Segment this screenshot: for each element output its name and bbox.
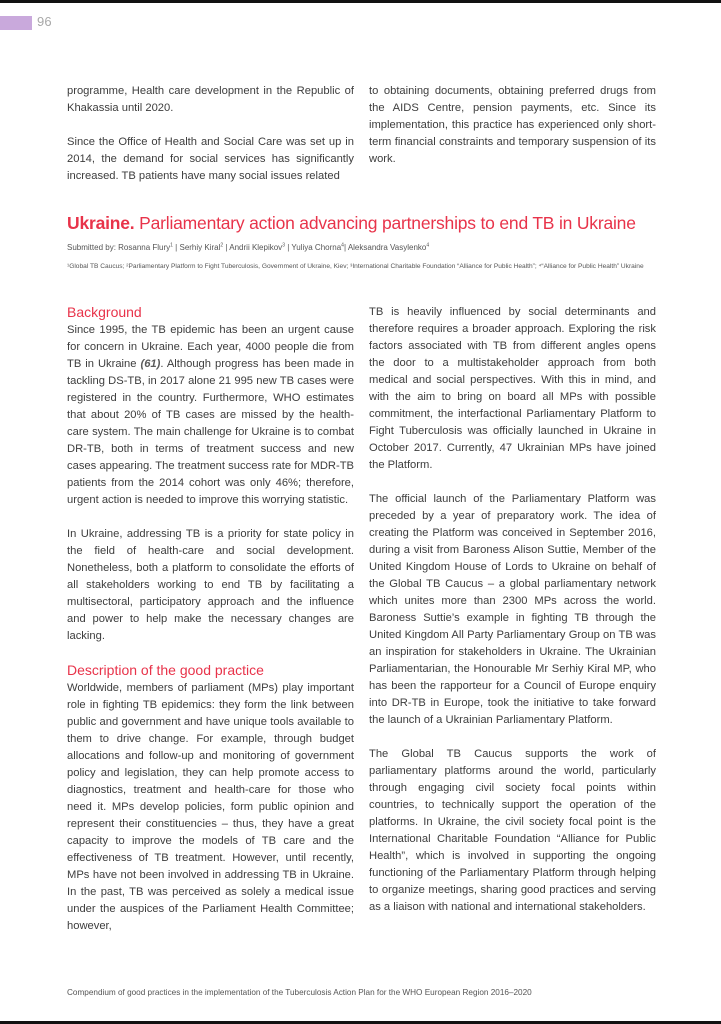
author: Yuliya Chorna	[291, 243, 342, 252]
affiliations: ¹Global TB Caucus; ²Parliamentary Platform to Fight Tuberculosis, Government of Ukraine, Kiev; ³International Charitable Foundation “Alliance for Public Health”; ⁴“Alliance for Public Health” Ukraine	[67, 263, 644, 270]
title-text: Parliamentary action advancing partnerships to end TB in Ukraine	[134, 213, 636, 233]
paragraph: The official launch of the Parliamentary Platform was preceded by a year of preparatory work. The idea of creating the Platform was conceived in September 2016, during a visit from Baroness Alison Suttie, Member of the United Kingdom House of Lords to Ukraine on behalf of the Global TB Caucus – a global parliamentary network which unites more than 2300 MPs across the world. Baroness Suttie’s example in fighting TB through the United Kingdom All Party Parliamentary Group on TB was an inspiration for stakeholders in Ukraine. The Ukrainian Parliamentarian, the Honourable Mr Serhiy Kiral MP, who has been the rapporteur for a Council of Europe enquiry into DR-TB in Europe, took the initiative to take forward the launch of a Ukrainian Parliamentary Platform.	[369, 493, 656, 726]
left-column	[67, 304, 354, 935]
article-header	[67, 212, 667, 272]
author: Andrii Klepikov	[229, 243, 283, 252]
paragraph: Worldwide, members of parliament (MPs) play important role in fighting TB epidemics: they form the link between public and government and have unique tools available to them to drive change. For example, through budget allocations and follow-up and monitoring of government policy and legislation, they can help promote access to diagnostics, treatment and health-care for those who need it. MPs develop policies, form public opinion and represent their constituencies – thus, they have a great capacity to improve the models of TB care and the effectiveness of TB treatment. However, until recently, MPs have not been involved in addressing TB in Ukraine. In the past, TB was perceived as solely a medical issue under the auspices of the Parliament Health Committee; however,	[67, 682, 354, 932]
paragraph	[67, 322, 354, 509]
author: Serhiy Kiral	[179, 243, 221, 252]
author: Rosanna Flury	[118, 243, 171, 252]
continued-text-right	[369, 83, 656, 168]
continued-text-left	[67, 83, 354, 185]
paragraph: TB is heavily influenced by social determinants and therefore requires a broader approach. Exploring the risk factors associated with TB from different angles opens the door to a multistakeholder approach from both medical and social perspectives. With this in mind, and with the aim to bring on board all MPs with possible commitment, the interfactional Parliamentary Platform to Fight Tuberculosis was officially launched in Ukraine in October 2017. Currently, 47 Ukrainian MPs have joined the Platform.	[369, 306, 656, 471]
right-column	[369, 304, 656, 916]
author-sup: 3	[282, 242, 285, 249]
author-sup: 2	[220, 242, 224, 249]
author: Aleksandra Vasylenko	[347, 243, 427, 252]
text: Since 1995, the TB epidemic has been an urgent cause for concern in Ukraine. Each year, 4000 people die from TB in Ukraine	[67, 324, 354, 370]
author-sup: 4	[341, 242, 344, 249]
author-sup: 1	[170, 242, 173, 249]
paragraph: The Global TB Caucus supports the work of parliamentary platforms around the world, particularly through engaging civil society focal points within countries, to technically support the operation of the platforms. In Ukraine, the civil society focal point is the International Charitable Foundation “Alliance for Public Health”, which is involved in supporting the ongoing functioning of the Parliamentary Platform through helping to organize meetings, sharing good practices and serving as a liaison with national and international stakeholders.	[369, 748, 656, 913]
page-number: 96	[37, 14, 52, 29]
paragraph: Since the Office of Health and Social Care was set up in 2014, the demand for social services has significantly increased. TB patients have many social issues related	[67, 136, 354, 182]
paragraph: to obtaining documents, obtaining preferred drugs from the AIDS Centre, pension payments, etc. Since its implementation, this practice has experienced only short-term financial constraints and temporary suspension of its work.	[369, 85, 656, 165]
page-tab-marker	[0, 16, 32, 30]
title-country: Ukraine.	[67, 213, 135, 233]
paragraph: In Ukraine, addressing TB is a priority for state policy in the field of health-care and social development. Nonetheless, both a platform to consolidate the efforts of all stakeholders working to end TB by facilitating a multisectoral, participatory approach and the influence and power to help make the necessary changes are lacking.	[67, 528, 354, 642]
top-border	[0, 0, 721, 3]
section-heading-description: Description of the good practice	[67, 662, 264, 678]
article-title	[67, 212, 667, 234]
author-sup: 4	[426, 242, 430, 249]
section-heading-background: Background	[67, 304, 142, 320]
submitted-label: Submitted by:	[67, 243, 119, 252]
running-footer: Compendium of good practices in the implementation of the Tuberculosis Action Plan for the WHO European Region 2016–2020	[67, 988, 532, 997]
text: . Although progress has been made in tackling DS-TB, in 2017 alone 21 995 new TB cases were registered in the country. Furthermore, WHO estimates that about 20% of TB cases are missed by the health-care system. The main challenge for Ukraine is to combat DR-TB, both in terms of treatment success and new cases appearing. The treatment success rate for MDR-TB patients from the 2014 cohort was only 46%; therefore, urgent action is needed to improve this worrying statistic.	[67, 358, 354, 506]
reference-link[interactable]: (61)	[140, 358, 161, 370]
submitted-by: Submitted by: Rosanna Flury$^1$ | Serhiy Kiral$^2$ | Andrii Klepikov$^3$ | Yuliya Chorna$^4$| Aleksandra Vasylenko$^4$	[67, 242, 430, 252]
paragraph: programme, Health care development in the Republic of Khakassia until 2020.	[67, 85, 354, 114]
